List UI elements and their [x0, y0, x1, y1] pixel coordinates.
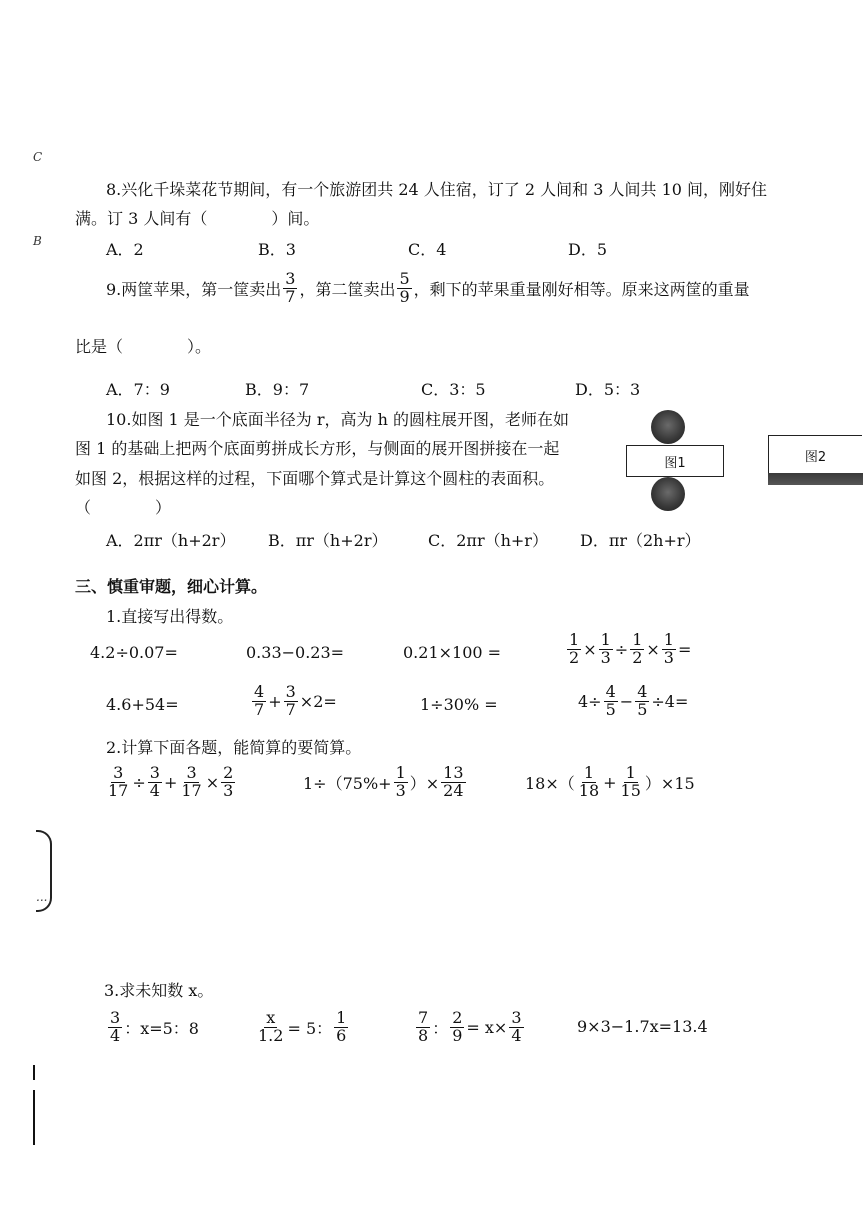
solve-problem-a: [106, 1010, 199, 1045]
operator: 1÷（75%+: [303, 773, 392, 793]
operator: ）×15: [644, 773, 695, 793]
operator: ：x=5：8: [124, 1018, 199, 1038]
fraction: $\frac{3}{17}$: [108, 763, 129, 800]
margin-mark-b: B: [33, 234, 42, 248]
margin-line-long: [33, 1090, 35, 1145]
solve-problem-b: [254, 1010, 350, 1045]
section3-sub1: 1.直接写出得数。: [106, 607, 234, 626]
fraction: $\frac{1}{3}$: [663, 630, 674, 667]
calc-row1-d: [565, 632, 691, 667]
fraction: $\frac{1}{18}$: [578, 763, 600, 800]
fraction: $\frac{3}{4}$: [511, 1008, 522, 1045]
q9-line1: [106, 271, 750, 306]
calc-problem-c: [525, 765, 695, 800]
q9-prefix: 9.两筐苹果，第一筐卖出: [106, 279, 282, 299]
operator: ×: [646, 639, 660, 659]
q8-option-d: D．5: [568, 240, 608, 259]
figure1-rectangle: [626, 445, 724, 477]
margin-line-short: [33, 1065, 35, 1080]
q8-line2: 满。订 3 人间有（ ）间。: [75, 209, 320, 228]
fraction: $\frac{1}{2}$: [632, 630, 643, 667]
fraction: $\frac{3}{7}$: [285, 682, 296, 719]
operator: +: [163, 772, 178, 792]
calc-row2-b: [250, 684, 337, 719]
q9-option-c: C．3：5: [421, 380, 486, 399]
q9-middle: ，第二筐卖出: [299, 279, 396, 299]
q8-line1: 8.兴化千垛菜花节期间，有一个旅游团共 24 人住宿，订了 2 人间和 3 人间共 10 间，刚好住: [106, 180, 768, 199]
figure1-bottom-circle: [651, 477, 685, 511]
q8-option-c: C．4: [408, 240, 447, 259]
q10-option-c: C．2πr（h+r）: [428, 531, 548, 550]
operator: ÷: [614, 639, 629, 659]
equals: =: [677, 639, 692, 659]
fraction: $\frac{x}{1.2}$: [258, 1008, 284, 1045]
operator: ）×: [409, 773, 440, 793]
q8-option-b: B．3: [258, 240, 296, 259]
calc-row1-b: 0.33−0.23=: [246, 643, 345, 662]
operator: +: [603, 772, 617, 792]
operator: 18×（: [525, 773, 575, 793]
fraction: $\frac{1}{2}$: [569, 630, 580, 667]
fraction: $\frac{7}{8}$: [418, 1008, 429, 1045]
figure2-rectangle: [768, 435, 862, 475]
calc-row1-c: 0.21×100 =: [403, 643, 502, 662]
q10-line1: 10.如图 1 是一个底面半径为 r，高为 h 的圆柱展开图，老师在如: [106, 410, 570, 429]
operator: 4÷: [578, 691, 602, 711]
calc-row2-a: 4.6+54=: [106, 695, 179, 714]
section3-sub3: 3.求未知数 x。: [104, 981, 214, 1000]
fraction: $\frac{2}{3}$: [223, 763, 234, 800]
fraction: $\frac{1}{6}$: [336, 1008, 347, 1045]
q9-option-d: D．5：3: [575, 380, 641, 399]
q10-line2: 图 1 的基础上把两个底面剪拼成长方形，与侧面的展开图拼接在一起: [75, 439, 560, 458]
q9-fraction-1: $\frac{3}{7}$: [285, 269, 296, 306]
q10-paren: （ ）: [75, 498, 172, 517]
q9-line2: 比是（ ）。: [75, 337, 212, 356]
q9-option-b: B．9：7: [245, 380, 310, 399]
operator: = x×: [466, 1017, 508, 1037]
fraction: $\frac{4}{7}$: [254, 682, 265, 719]
figure2-label: 图2: [804, 449, 827, 465]
figure1-label: 图1: [664, 455, 686, 471]
fraction: $\frac{4}{5}$: [605, 682, 616, 719]
calc-row1-a: 4.2÷0.07=: [90, 643, 178, 662]
solve-problem-d: 9×3−1.7x=13.4: [577, 1017, 708, 1036]
fraction: $\frac{3}{4}$: [149, 763, 160, 800]
section3-heading: 三、慎重审题，细心计算。: [75, 577, 268, 596]
operator: ÷: [132, 772, 146, 792]
operator: ×2=: [299, 691, 337, 711]
fraction: $\frac{4}{5}$: [637, 682, 648, 719]
fraction: $\frac{13}{24}$: [443, 763, 464, 800]
q10-option-d: D．πr（2h+r）: [580, 531, 701, 550]
calc-problem-a: [104, 765, 237, 800]
operator: ×: [583, 639, 597, 659]
q9-fraction-2: $\frac{5}{9}$: [399, 269, 410, 306]
q8-option-a: A．2: [106, 240, 144, 259]
solve-problem-c: [414, 1010, 526, 1045]
q10-option-b: B．πr（h+2r）: [268, 531, 388, 550]
fraction: $\frac{1}{3}$: [395, 763, 406, 800]
fraction: $\frac{2}{9}$: [452, 1008, 463, 1045]
fraction: $\frac{1}{15}$: [620, 763, 641, 800]
operator: ÷4=: [651, 691, 689, 711]
section3-sub2: 2.计算下面各题，能简算的要简算。: [106, 738, 362, 757]
fraction: $\frac{1}{3}$: [600, 630, 611, 667]
operator: −: [619, 691, 634, 711]
calc-row2-d: [578, 684, 688, 719]
operator: +: [268, 691, 282, 711]
operator: ×: [205, 772, 220, 792]
margin-dots: ...: [36, 890, 48, 904]
operator: ：: [432, 1018, 449, 1038]
calc-row2-c: 1÷30% =: [420, 695, 498, 714]
calc-problem-b: [303, 765, 468, 800]
figure2-base-strip: [768, 473, 863, 485]
margin-mark-c: C: [33, 150, 43, 164]
q9-option-a: A．7：9: [106, 380, 170, 399]
operator: = 5：: [287, 1018, 333, 1038]
fraction: $\frac{3}{4}$: [110, 1008, 121, 1045]
q9-suffix: ，剩下的苹果重量刚好相等。原来这两筐的重量: [413, 279, 750, 299]
q10-option-a: A．2πr（h+2r）: [106, 531, 236, 550]
figure1-top-circle: [651, 410, 685, 444]
q10-line3: 如图 2，根据这样的过程，下面哪个算式是计算这个圆柱的表面积。: [75, 469, 555, 488]
fraction: $\frac{3}{17}$: [181, 763, 202, 800]
